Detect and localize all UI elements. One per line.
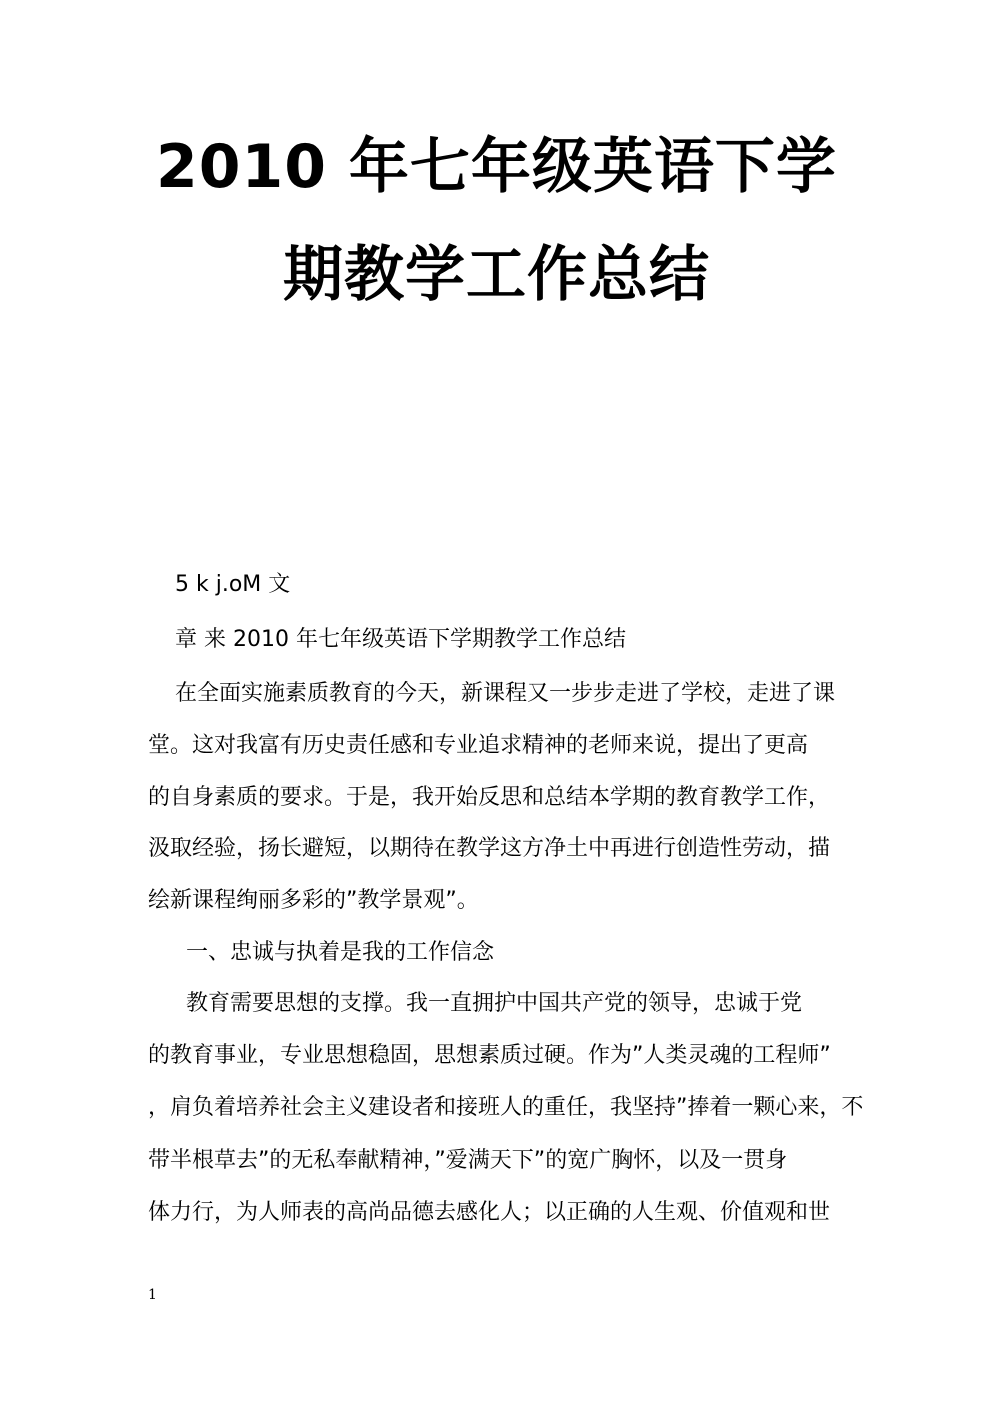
section-heading: 一、忠诚与执着是我的工作信念 [186,940,495,965]
body-line: ，肩负着培养社会主义建设者和接班人的重任，我坚持”捧着一颗心来，不 [148,1095,864,1120]
body-line: 5 k j.oM 文 [175,572,291,597]
body-line: 堂。这对我富有历史责任感和专业追求精神的老师来说，提出了更高 [148,733,809,758]
body-line: 的自身素质的要求。于是，我开始反思和总结本学期的教育教学工作， [148,785,831,810]
body-line: 教育需要思想的支撑。我一直拥护中国共产党的领导，忠诚于党 [186,991,803,1016]
body-line: 体力行，为人师表的高尚品德去感化人；以正确的人生观、价值观和世 [148,1200,831,1225]
body-line: 绘新课程绚丽多彩的”教学景观”。 [148,888,479,913]
body-line: 汲取经验，扬长避短，以期待在教学这方净土中再进行创造性劳动，描 [148,836,831,861]
page-number: 1 [148,1287,157,1303]
body-line: 带半根草去”的无私奉献精神，”爱满天下”的宽广胸怀，以及一贯身 [148,1148,788,1173]
document-title-line-1: 2010 年七年级英语下学 [156,132,837,202]
document-title-line-2: 期教学工作总结 [283,240,710,310]
body-line: 章 来 2010 年七年级英语下学期教学工作总结 [175,627,626,652]
body-line: 在全面实施素质教育的今天，新课程又一步步走进了学校，走进了课 [175,681,836,706]
body-line: 的教育事业，专业思想稳固，思想素质过硬。作为”人类灵魂的工程师” [148,1043,831,1068]
